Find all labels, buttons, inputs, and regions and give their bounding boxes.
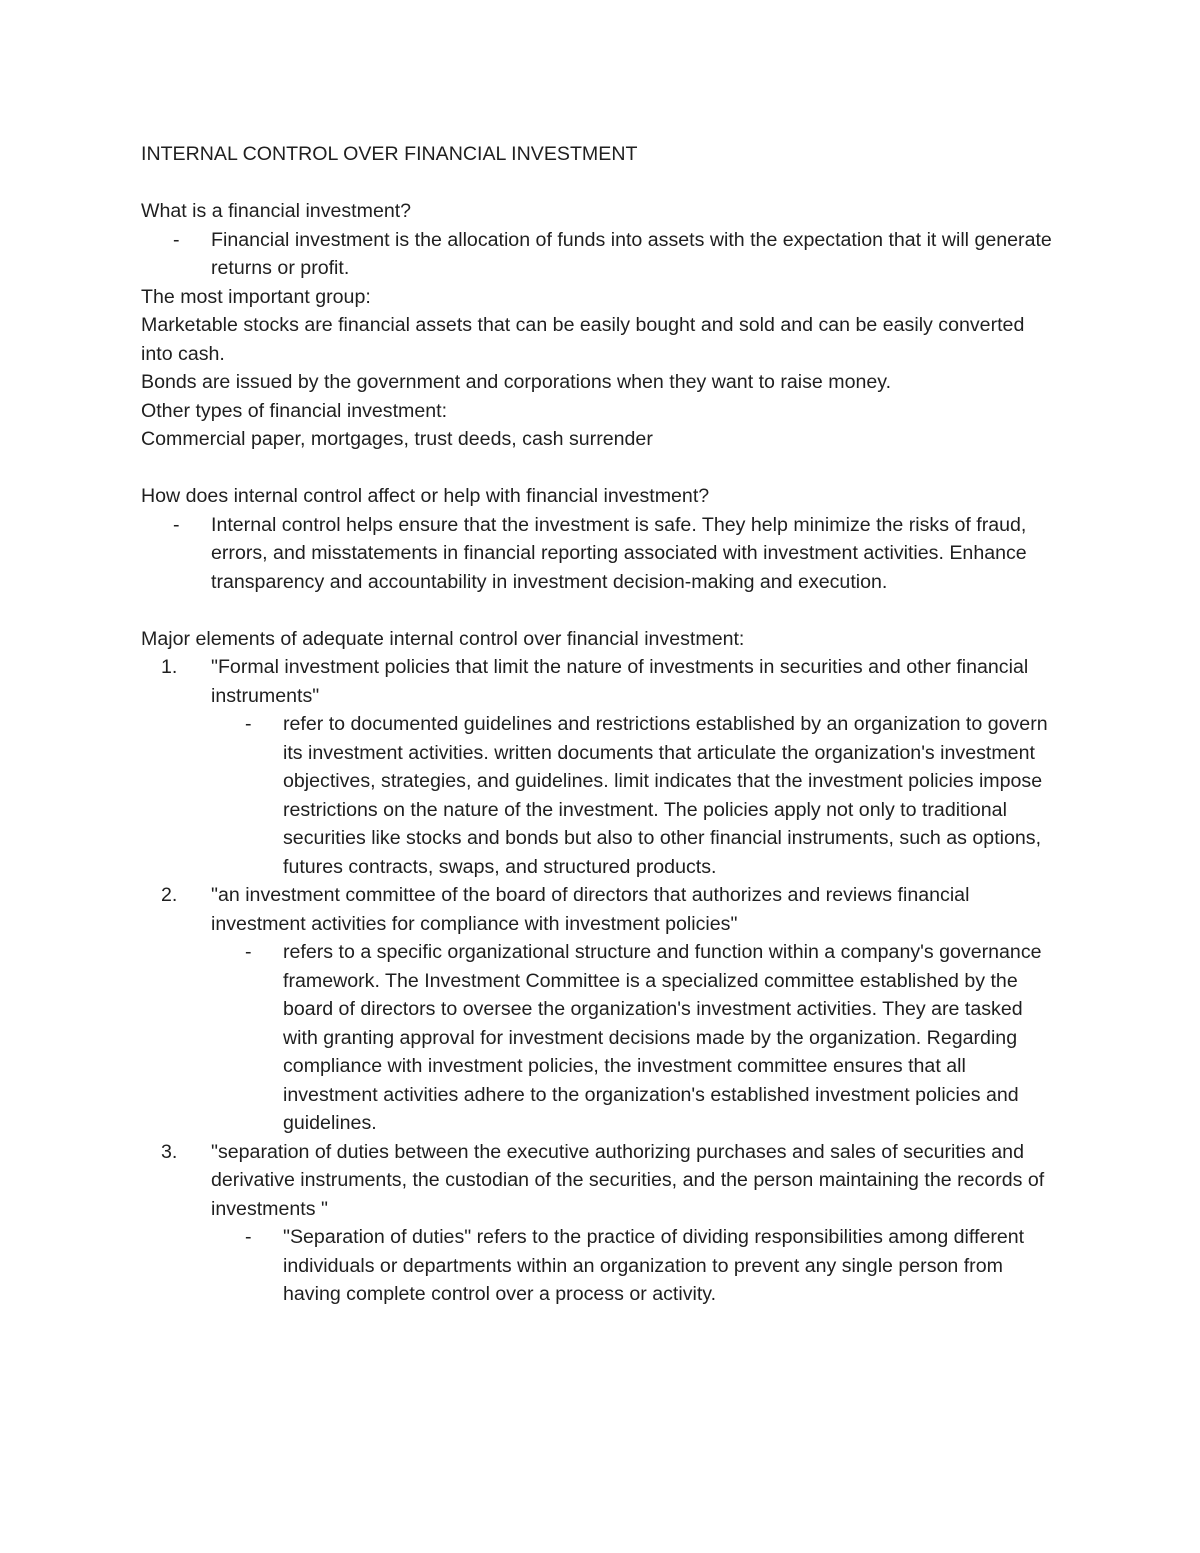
- bullet-marker: -: [173, 513, 180, 536]
- list-item: [141, 1138, 1061, 1224]
- spacer: [141, 454, 1061, 483]
- bullet-marker: -: [173, 228, 180, 251]
- spacer: [141, 596, 1061, 625]
- list-item: [141, 653, 1061, 710]
- major-elements-heading: Major elements of adequate internal control over financial investment:: [141, 627, 745, 650]
- bullet-marker: -: [245, 1226, 252, 1248]
- bullet-marker: -: [245, 713, 252, 735]
- answer-bullet: [141, 226, 1061, 283]
- spacer: [141, 169, 1061, 198]
- answer-text: Internal control helps ensure that the investment is safe. They help minimize the risks of fraud, errors, and misstatements in financial reporting associated with investment activities. Enhance transparency and accountability in investment decision-making and execution.: [211, 513, 1027, 593]
- sub-bullet: [141, 938, 1061, 1138]
- list-item-text: "an investment committee of the board of directors that authorizes and reviews financial investment activities for compliance with investment policies": [211, 884, 970, 935]
- list-item-text: "Formal investment policies that limit the nature of investments in securities and other financial instruments": [211, 656, 1029, 707]
- question-financial-investment: What is a financial investment?: [141, 200, 412, 222]
- list-number: 3.: [161, 1140, 178, 1163]
- sub-bullet-text: "Separation of duties" refers to the practice of dividing responsibilities among different individuals or departments within an organization to prevent any single person from having complete control over a process or activity.: [283, 1226, 1025, 1305]
- sub-bullet-text: refer to documented guidelines and restrictions established by an organization to govern its investment activities. written documents that articulate the organization's investment objectives, strategies, and guidelines. limit indicates that the investment policies impose restrictions on the nature of the investment. The policies apply not only to traditional securities like stocks and bonds but also to other financial instruments, such as options, futures contracts, swaps, and structured products.: [283, 713, 1048, 878]
- sub-bullet: [141, 1223, 1061, 1309]
- answer-text: Financial investment is the allocation of funds into assets with the expectation that it will generate returns or profit.: [211, 228, 1052, 279]
- marketable-stocks-text: Marketable stocks are financial assets that can be easily bought and sold and can be easily converted into cash.: [141, 314, 1025, 365]
- list-number: 2.: [161, 884, 178, 906]
- list-item: [141, 881, 1061, 938]
- question-internal-control: How does internal control affect or help with financial investment?: [141, 485, 710, 507]
- other-types-text: Commercial paper, mortgages, trust deeds, cash surrender: [141, 428, 653, 450]
- document-title: INTERNAL CONTROL OVER FINANCIAL INVESTMENT: [141, 143, 638, 165]
- answer-bullet: [141, 511, 1061, 597]
- bonds-text: Bonds are issued by the government and corporations when they want to raise money.: [141, 371, 892, 393]
- other-types-heading: Other types of financial investment:: [141, 399, 448, 422]
- list-number: 1.: [161, 656, 178, 678]
- document-body: [141, 140, 1061, 1309]
- list-item-text: "separation of duties between the executive authorizing purchases and sales of securities and derivative instruments, the custodian of the securities, and the person maintaining the records of investments ": [211, 1140, 1045, 1220]
- group-heading: The most important group:: [141, 285, 371, 308]
- sub-bullet-text: refers to a specific organizational structure and function within a company's governance framework. The Investment Committee is a specialized committee established by the board of directors to oversee the organization's investment activities. They are tasked with granting approval for investment decisions made by the organization. Regarding compliance with investment policies, the investment committee ensures that all investment activities adhere to the organization's established investment policies and guidelines.: [283, 941, 1042, 1134]
- sub-bullet: [141, 710, 1061, 881]
- bullet-marker: -: [245, 941, 252, 963]
